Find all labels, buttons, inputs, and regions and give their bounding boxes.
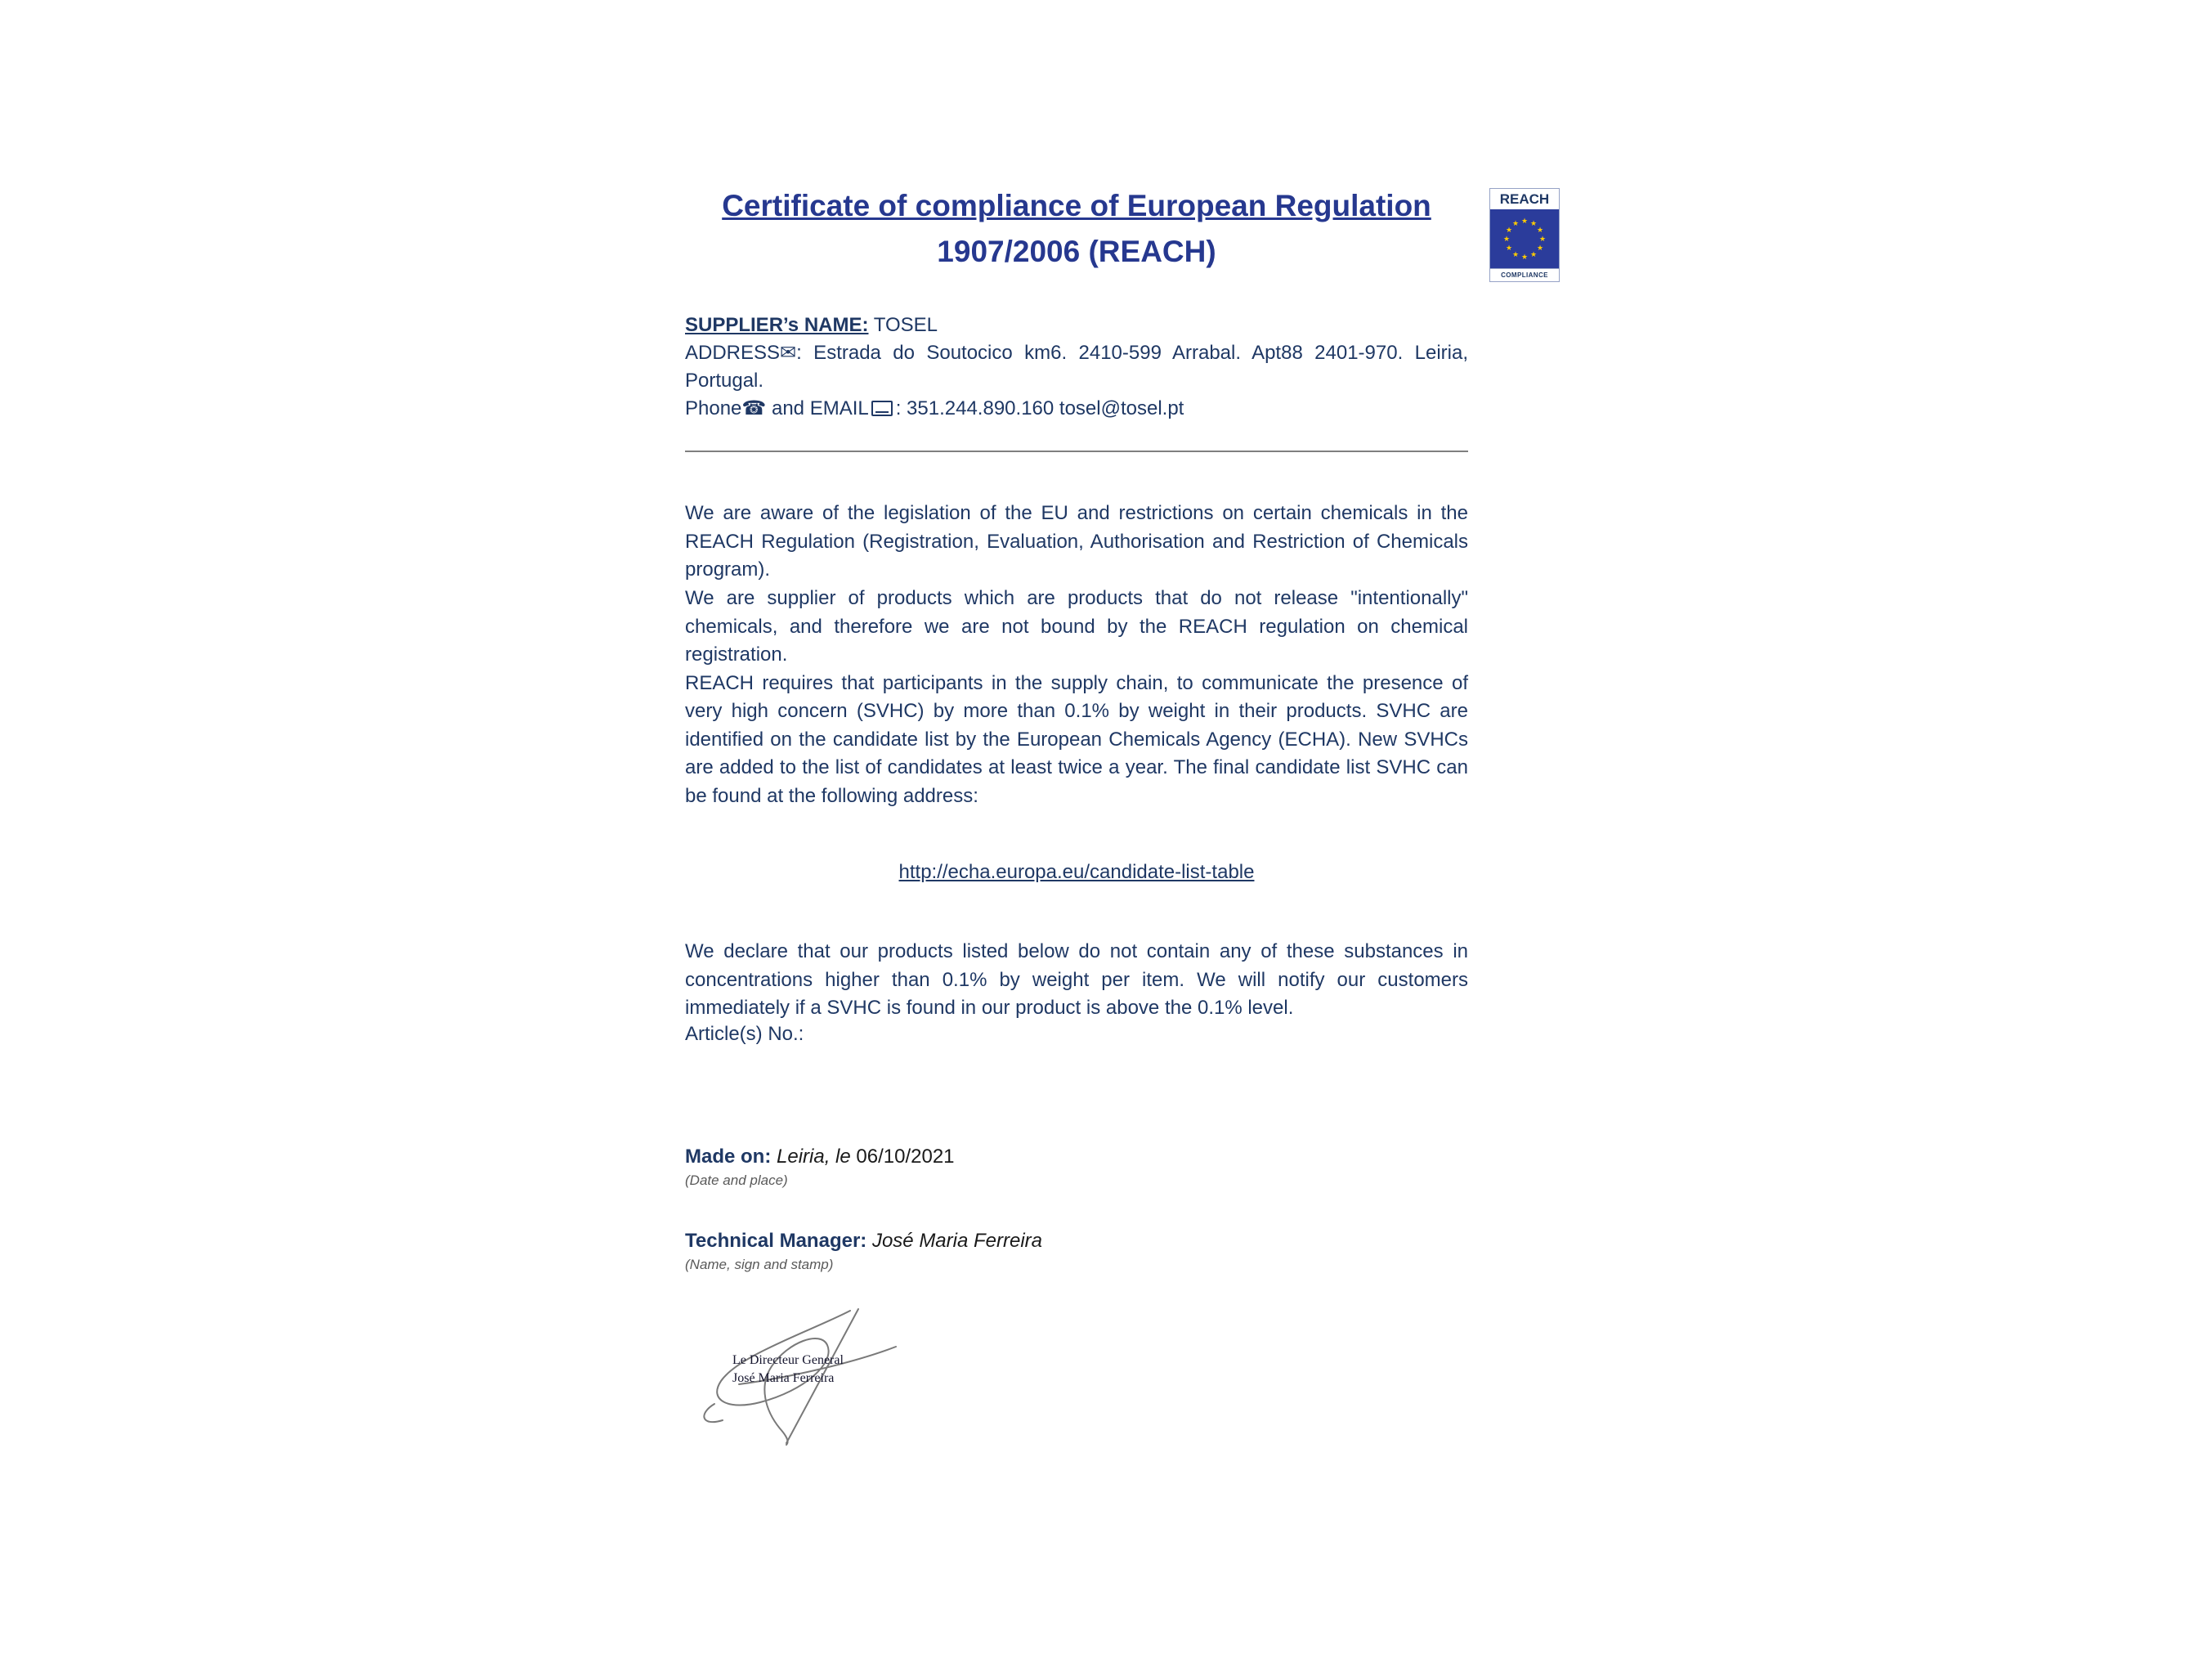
candidate-list-link-line xyxy=(685,861,1468,884)
paragraph-declaration: We declare that our products listed below do not contain any of these substances in concentrations higher than 0.1% by weight per item. We will notify our customers immediately if a SVHC is found in our product is above the 0.1% level. xyxy=(685,940,1468,1020)
svg-text:★: ★ xyxy=(1505,244,1513,253)
svg-text:★: ★ xyxy=(1505,226,1513,235)
contact-value: : 351.244.890.160 tosel@tosel.pt xyxy=(895,397,1184,420)
supplier-name-value: TOSEL xyxy=(868,314,938,336)
address-value: : Estrada do Soutocico km6. 2410-599 Arrabal. Apt88 2401-970. Leiria, Portugal. xyxy=(685,342,1468,392)
name-sign-stamp-note: (Name, sign and stamp) xyxy=(685,1256,834,1272)
svg-text:★: ★ xyxy=(1538,235,1547,244)
address-line xyxy=(685,339,1468,395)
made-on-block xyxy=(685,1146,1468,1189)
technical-manager-label: Technical Manager: xyxy=(685,1229,867,1252)
computer-icon xyxy=(871,401,893,416)
candidate-list-link[interactable]: http://echa.europa.eu/candidate-list-table xyxy=(898,861,1255,884)
signature-line-2: José Maria Ferreira xyxy=(732,1370,835,1385)
signature-text xyxy=(732,1352,844,1387)
made-on-place: Leiria, le xyxy=(771,1145,857,1168)
technical-manager-block xyxy=(685,1230,1468,1273)
address-label: ADDRESS xyxy=(685,342,781,365)
date-place-note: (Date and place) xyxy=(685,1172,788,1188)
email-label: and EMAIL xyxy=(766,397,869,420)
supplier-block xyxy=(685,312,1468,423)
svg-text:★: ★ xyxy=(1536,226,1544,235)
svg-text:★: ★ xyxy=(1511,251,1520,259)
articles-label: Article(s) No.: xyxy=(685,1022,804,1045)
paragraph-svhc-requirement: REACH requires that participants in the supply chain, to communicate the presence of very high concern (SVHC) by more than 0.1% by weight in their products. SVHC are identified on the candidate list by the European Chemicals Agency (ECHA). New SVHCs are added to the list of candidates at least twice a year. The final candidate list SVHC can be found at the following address: xyxy=(685,671,1468,807)
certificate-document xyxy=(685,183,1468,1449)
reach-logo-text: REACH xyxy=(1499,191,1550,207)
supplier-name-label: SUPPLIER’s NAME: xyxy=(685,314,869,336)
svg-text:★: ★ xyxy=(1529,220,1538,228)
svg-text:★: ★ xyxy=(1520,217,1529,226)
header-divider xyxy=(685,451,1468,452)
phone-icon: ☎ xyxy=(741,397,767,420)
supplier-name-line xyxy=(685,312,1468,339)
svg-text:★: ★ xyxy=(1529,251,1538,259)
svg-text:★: ★ xyxy=(1520,253,1529,262)
title-line-2: 1907/2006 (REACH) xyxy=(937,234,1216,268)
reach-logo-compliance-text: COMPLIANCE xyxy=(1490,268,1559,281)
made-on-date: 06/10/2021 xyxy=(856,1145,955,1168)
contact-line xyxy=(685,395,1468,423)
title-line-1: Certificate of compliance of European Regulation xyxy=(722,189,1431,222)
eu-flag-icon xyxy=(1490,209,1559,268)
svg-text:★: ★ xyxy=(1502,235,1511,244)
eu-stars-graphic xyxy=(1490,209,1559,268)
paragraph-reach-awareness: We are aware of the legislation of the EU and restrictions on certain chemicals in the REACH Regulation (Registration, Evaluation, Authorisation and Restriction of Chemicals program). xyxy=(685,502,1468,581)
signature-block xyxy=(690,1306,960,1449)
page-title xyxy=(685,183,1468,274)
reach-compliance-logo xyxy=(1489,188,1560,282)
svg-text:★: ★ xyxy=(1511,220,1520,228)
technical-manager-name: José Maria Ferreira xyxy=(866,1229,1043,1252)
made-on-label: Made on: xyxy=(685,1145,772,1168)
phone-label: Phone xyxy=(685,397,742,420)
signature-line-1: Le Directeur General xyxy=(732,1352,844,1367)
paragraph-supplier-statement: We are supplier of products which are products that do not release "intentionally" chemicals, and therefore we are not bound by the REACH regulation on chemical registration. xyxy=(685,586,1468,666)
svg-text:★: ★ xyxy=(1536,244,1544,253)
envelope-icon: ✉ xyxy=(780,342,797,365)
